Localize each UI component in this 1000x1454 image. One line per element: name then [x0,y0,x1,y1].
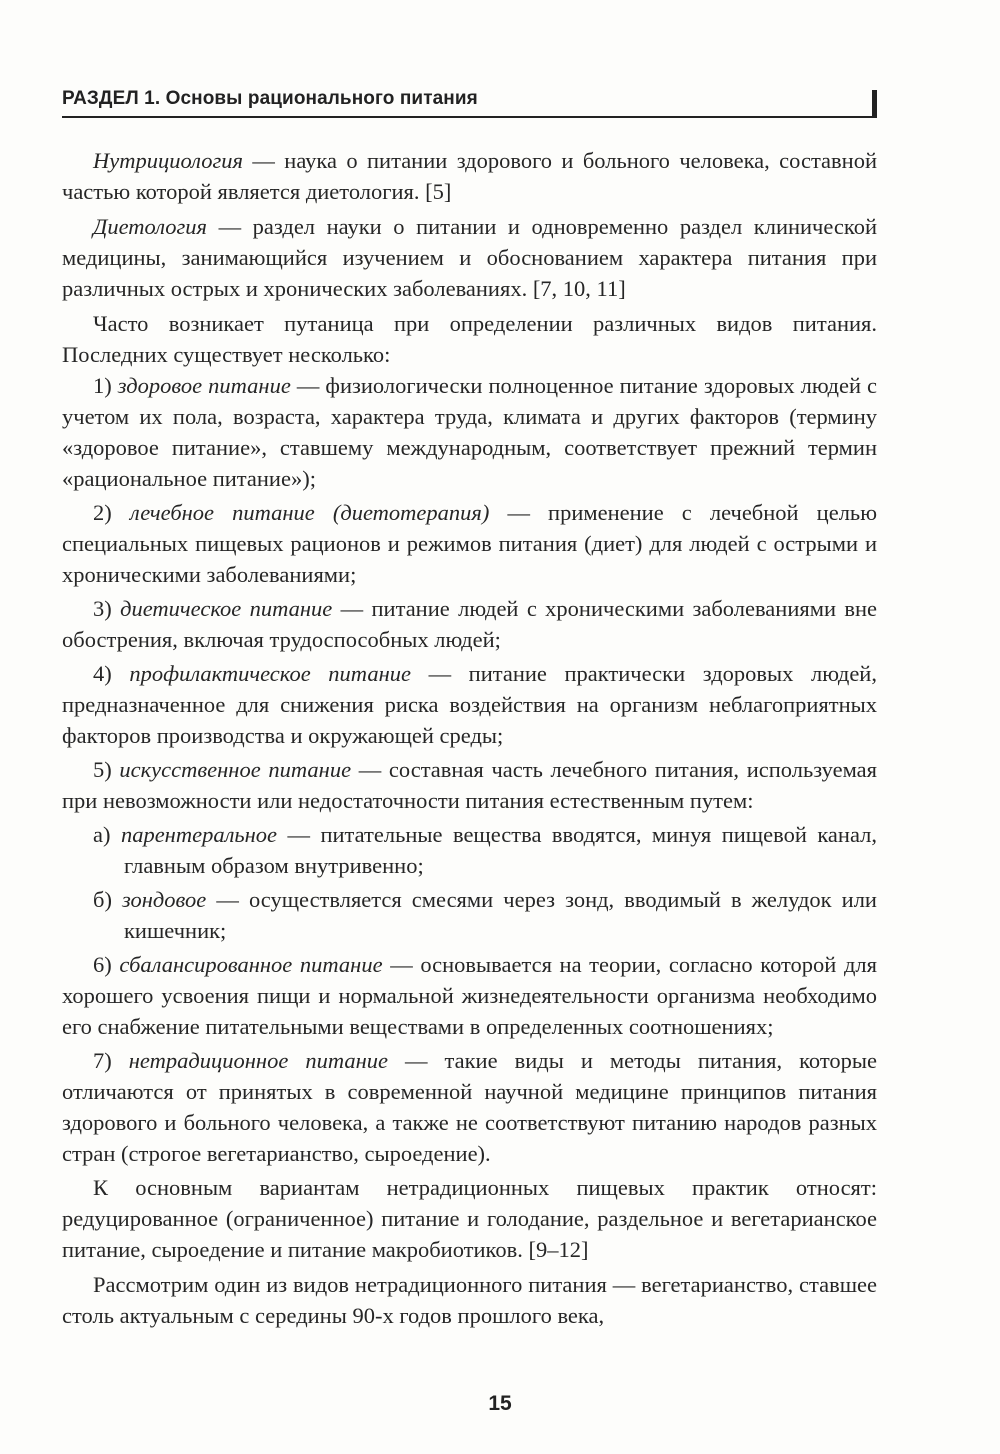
term: парентеральное [120,822,278,847]
paragraph-intro: Часто возникает путаница при определении различных видов питания. Последних существует несколько: [62,311,877,367]
paragraph-dietology [62,211,877,304]
page-body [62,145,877,1331]
term: зондовое [122,887,207,912]
paragraph-practices: К основным вариантам нетрадиционных пищевых практик относят: редуцированное (ограниченное) питание и голодание, раздельное и вегетарианское питание, сыроедение и питание макробиотиков. [9–12] [62,1175,877,1262]
list-item-1 [62,370,877,494]
page-number: 15 [488,1392,512,1415]
term: нетрадиционное питание [128,1048,388,1073]
item-letter: б) [93,887,123,912]
term: Нутрициология [93,148,243,173]
term: Диетология [93,214,208,239]
sub-item-b [62,884,877,946]
term: сбалансированное питание [119,952,383,977]
list-item-7 [62,1045,877,1169]
definition: — питание людей с хроническими заболеваниями вне обострения, включая трудоспособных людей; [62,596,877,652]
header-edge-mark [872,90,877,118]
item-number: 4) [93,661,130,686]
term: здоровое питание [117,373,291,398]
definition: — такие виды и методы питания, которые отличаются от принятых в современной научной медицине принципов питания здорового и больного человека, а также не соответствуют питанию народов разных стран (строгое вегетарианство, сыроедение). [62,1048,877,1166]
item-number: 6) [93,952,120,977]
item-number: 2) [93,500,130,525]
definition: — физиологически полноценное питание здоровых людей с учетом их пола, возраста, характера труда, климата и других факторов (термину «здоровое питание», ставшему международным, соответствует прежний термин «рациональное питание»); [62,373,877,491]
list-item-4 [62,658,877,751]
definition: — осуществляется смесями через зонд, вводимый в желудок или кишечник; [124,887,877,943]
item-letter: а) [93,822,121,847]
term: искусственное питание [119,757,352,782]
list-item-2 [62,497,877,590]
list-item-6 [62,949,877,1042]
definition: — составная часть лечебного питания, используемая при невозможности или недостаточности питания естественным путем: [62,757,877,813]
item-number: 5) [93,757,120,782]
term: профилактическое питание [129,661,411,686]
item-number: 3) [93,596,121,621]
term: лечебное питание (диетотерапия) [129,500,490,525]
running-header [62,82,877,118]
definition: — раздел науки о питании и одновременно раздел клинической медицины, занимающийся изучением и обоснованием характера питания при различных острых и хронических заболеваниях. [7, 10, 11] [62,214,877,301]
paragraph-vegetarianism: Рассмотрим один из видов нетрадиционного питания — вегетарианство, ставшее столь актуальным с середины 90-х годов прошлого века, [62,1272,877,1328]
term: диетическое питание [120,596,333,621]
definition: — основывается на теории, согласно которой для хорошего усвоения пищи и нормальной жизнедеятельности организма необходимо его снабжение питательными веществами в определенных соотношениях; [62,952,877,1039]
paragraph-nutriciology [62,145,877,207]
list-item-3 [62,593,877,655]
definition: — питание практически здоровых людей, предназначенное для снижения риска воздействия на организм неблагоприятных факторов производства и окружающей среды; [62,661,877,748]
definition: — наука о питании здорового и больного человека, составной частью которой является диетология. [5] [62,148,877,204]
item-number: 7) [93,1048,129,1073]
definition: — применение с лечебной целью специальных пищевых рационов и режимов питания (диет) для людей с острыми и хроническими заболеваниями; [62,500,877,587]
definition: — питательные вещества вводятся, минуя пищевой канал, главным образом внутривенно; [124,822,877,878]
section-title: РАЗДЕЛ 1. Основы рационального питания [62,88,478,109]
list-item-5 [62,754,877,816]
item-number: 1) [93,373,118,398]
sub-item-a [62,819,877,881]
